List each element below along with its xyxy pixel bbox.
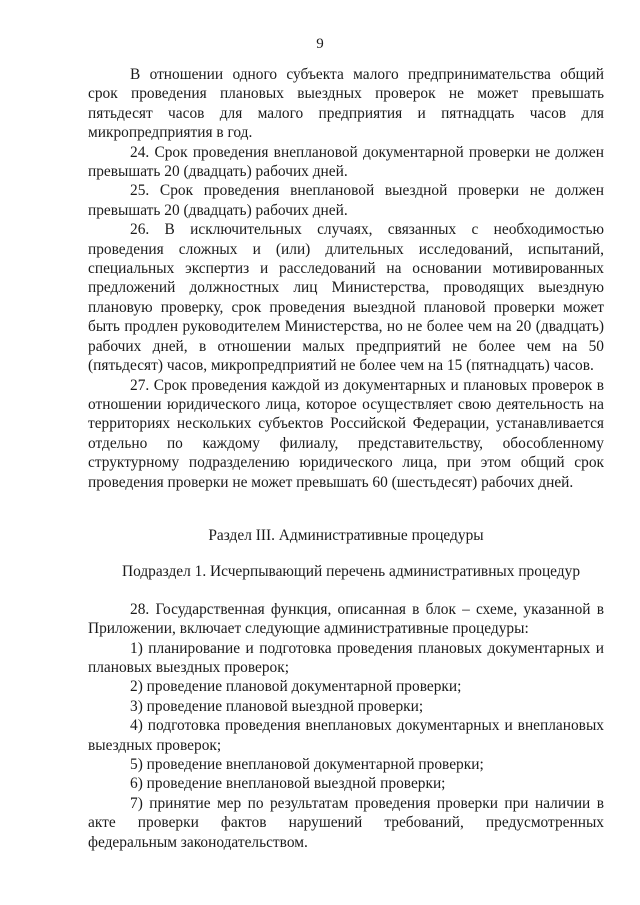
- procedure-item: 4) подготовка проведения внеплановых документарных и внеплановых выездных проверок;: [88, 717, 604, 754]
- procedure-item: 5) проведение внеплановой документарной проверки;: [130, 756, 484, 773]
- paragraph-28: 28. Государственная функция, описанная в блок – схеме, указанной в Приложении, включает следующие административные процедуры:: [88, 600, 604, 638]
- subsection-title: Подраздел 1. Исчерпывающий перечень административных процедур: [121, 563, 581, 581]
- page-number: 9: [316, 36, 324, 52]
- procedure-item: 1) планирование и подготовка проведения плановых документарных и плановых выездных проверок;: [88, 639, 604, 676]
- procedure-item: 6) проведение внеплановой выездной проверки;: [130, 775, 446, 793]
- paragraph-26: 26. В исключительных случаях, связанных с необходимостью проведения сложных и (или) длительных исследований, испытаний, специальных экспертиз и расследований на основании мотивированных предложений должностных лиц Министерства, проводящих выездную плановую проверку, срок проведения выездной плановой проверки может быть продлен руководителем Министерства, но не более чем на 20 (двадцать) рабочих дней, в отношении малых предприятий не более чем на 50 (пятьдесят) часов, микропредприятий не более чем на 15 (пятнадцать) часов.: [88, 221, 604, 375]
- procedure-item: 7) принятие мер по результатам проведения проверки при наличии в акте проверки фактов нарушений требований, предусмотренных федеральным законодательством.: [88, 794, 604, 851]
- paragraph-24: 24. Срок проведения внеплановой документарной проверки не должен превышать 20 (двадцать) рабочих дней.: [88, 143, 604, 181]
- procedure-item: 3) проведение плановой выездной проверки;: [130, 697, 424, 715]
- paragraph-27: 27. Срок проведения каждой из документарных и плановых проверок в отношении юридического лица, которое осуществляет свою деятельность на территориях нескольких субъектов Российской Федерации, устанавливается отдельно по каждому филиалу, представительству, обособленному структурному подразделению юридического лица, при этом общий срок проведения проверки не может превышать 60 (шестьдесят) рабочих дней.: [88, 376, 604, 491]
- section-title: Раздел III. Административные процедуры: [208, 526, 484, 544]
- paragraph-25: 25. Срок проведения внеплановой выездной проверки не должен превышать 20 (двадцать) рабочих дней.: [88, 182, 604, 219]
- document-body: [88, 65, 604, 852]
- procedure-item: 2) проведение плановой документарной проверки;: [130, 678, 462, 696]
- paragraph-23-continuation: В отношении одного субъекта малого предпринимательства общий срок проведения плановых выездных проверок не может превышать пятьдесят часов для малого предприятия и пятнадцать часов для микропредприятия в год.: [88, 66, 604, 142]
